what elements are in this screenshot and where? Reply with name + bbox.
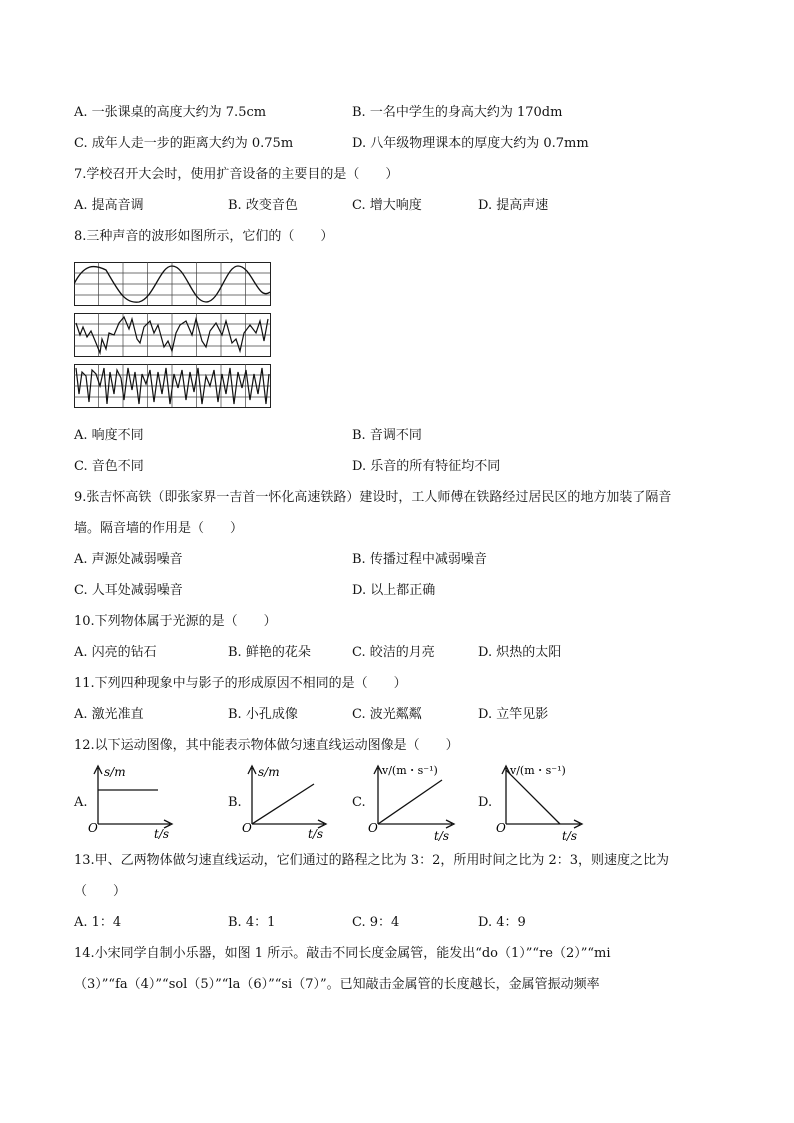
q9-stem-line-2: 墙。隔音墙的作用是（ ） bbox=[74, 521, 244, 536]
q9-option-d: D. 以上都正确 bbox=[352, 583, 436, 598]
q9-option-c: C. 人耳处减弱噪音 bbox=[74, 583, 183, 598]
q6-option-c: C. 成年人走一步的距离大约为 0.75m bbox=[74, 136, 294, 151]
q13-stem: 13.甲、乙两物体做匀速直线运动，它们通过的路程之比为 3：2，所用时间之比为 2：3，则速度之比为 bbox=[74, 853, 670, 868]
q10-option-c: C. 皎洁的月亮 bbox=[352, 645, 435, 660]
q8-option-d: D. 乐音的所有特征均不同 bbox=[352, 459, 501, 474]
graph-d-y-label: v/(m・s⁻¹) bbox=[510, 764, 566, 777]
graph-a-origin: O bbox=[88, 821, 98, 835]
q9-stem-line-1: 9.张吉怀高铁（即张家界一吉首一怀化高速铁路）建设时，工人师傅在铁路经过居民区的地方加装了隔音 bbox=[74, 490, 672, 505]
waveform-figure bbox=[74, 262, 272, 410]
q13-stem-blank: （ ） bbox=[74, 884, 127, 899]
q11-option-a: A. 激光准直 bbox=[74, 707, 144, 722]
graph-c-vt-increasing bbox=[366, 758, 476, 842]
q7-option-d: D. 提高声速 bbox=[478, 198, 549, 213]
q13-option-a: A. 1：4 bbox=[74, 915, 122, 930]
q7-stem: 7.学校召开大会时，使用扩音设备的主要目的是（ ） bbox=[74, 167, 399, 182]
q9-option-a: A. 声源处减弱噪音 bbox=[74, 552, 183, 567]
q6-option-b: B. 一名中学生的身高大约为 170dm bbox=[352, 105, 563, 120]
graph-b-origin: O bbox=[242, 821, 252, 835]
graph-c-y-label: v/(m・s⁻¹) bbox=[382, 764, 438, 777]
q12-stem: 12.以下运动图像，其中能表示物体做匀速直线运动图像是（ ） bbox=[74, 738, 459, 753]
graph-a-x-label: t/s bbox=[154, 827, 170, 841]
graph-d-origin: O bbox=[496, 821, 506, 835]
q11-option-b: B. 小孔成像 bbox=[228, 707, 298, 722]
graph-a-y-label: s/m bbox=[104, 765, 126, 779]
waveform-panel-3 bbox=[74, 364, 271, 408]
q12-option-c: C. bbox=[352, 795, 366, 810]
waveform-panel-2 bbox=[74, 313, 271, 357]
graph-b-st-linear bbox=[240, 762, 340, 842]
graph-c-x-label: t/s bbox=[434, 829, 450, 842]
q14-stem-line-2: （3）”“fa（4）”“sol（5）”“la（6）”“si（7）”。已知敲击金属管的长度越长，金属管振动频率 bbox=[74, 977, 600, 992]
graph-d-x-label: t/s bbox=[562, 829, 578, 842]
q11-option-c: C. 波光粼粼 bbox=[352, 707, 422, 722]
q14-stem-line-1: 14.小宋同学自制小乐器，如图 1 所示。敲击不同长度金属管，能发出“do（1）”“re（2）”“mi bbox=[74, 946, 611, 961]
q6-option-a: A. 一张课桌的高度大约为 7.5cm bbox=[74, 105, 267, 120]
q10-option-a: A. 闪亮的钻石 bbox=[74, 645, 157, 660]
q7-option-b: B. 改变音色 bbox=[228, 198, 298, 213]
q13-option-c: C. 9：4 bbox=[352, 915, 400, 930]
q10-stem: 10.下列物体属于光源的是（ ） bbox=[74, 614, 277, 629]
waveform-panel-1 bbox=[74, 262, 271, 306]
q8-option-b: B. 音调不同 bbox=[352, 428, 422, 443]
graph-b-x-label: t/s bbox=[308, 827, 324, 841]
q9-option-b: B. 传播过程中减弱噪音 bbox=[352, 552, 487, 567]
graph-a-st-constant bbox=[86, 762, 186, 842]
q13-option-d: D. 4：9 bbox=[478, 915, 526, 930]
graph-d-vt-decreasing bbox=[494, 758, 604, 842]
q7-option-a: A. 提高音调 bbox=[74, 198, 144, 213]
q6-option-d: D. 八年级物理课本的厚度大约为 0.7mm bbox=[352, 136, 589, 151]
q8-stem: 8.三种声音的波形如图所示，它们的（ ） bbox=[74, 229, 334, 244]
q13-option-b: B. 4：1 bbox=[228, 915, 276, 930]
q11-option-d: D. 立竿见影 bbox=[478, 707, 549, 722]
graph-b-y-label: s/m bbox=[258, 765, 280, 779]
q7-option-c: C. 增大响度 bbox=[352, 198, 422, 213]
q10-option-d: D. 炽热的太阳 bbox=[478, 645, 562, 660]
q11-stem: 11.下列四种现象中与影子的形成原因不相同的是（ ） bbox=[74, 676, 407, 691]
q12-option-b: B. bbox=[228, 795, 242, 810]
q8-option-a: A. 响度不同 bbox=[74, 428, 144, 443]
q12-option-d: D. bbox=[478, 795, 493, 810]
q12-option-a: A. bbox=[74, 795, 88, 810]
graph-c-origin: O bbox=[368, 821, 378, 835]
q8-option-c: C. 音色不同 bbox=[74, 459, 144, 474]
q10-option-b: B. 鲜艳的花朵 bbox=[228, 645, 311, 660]
